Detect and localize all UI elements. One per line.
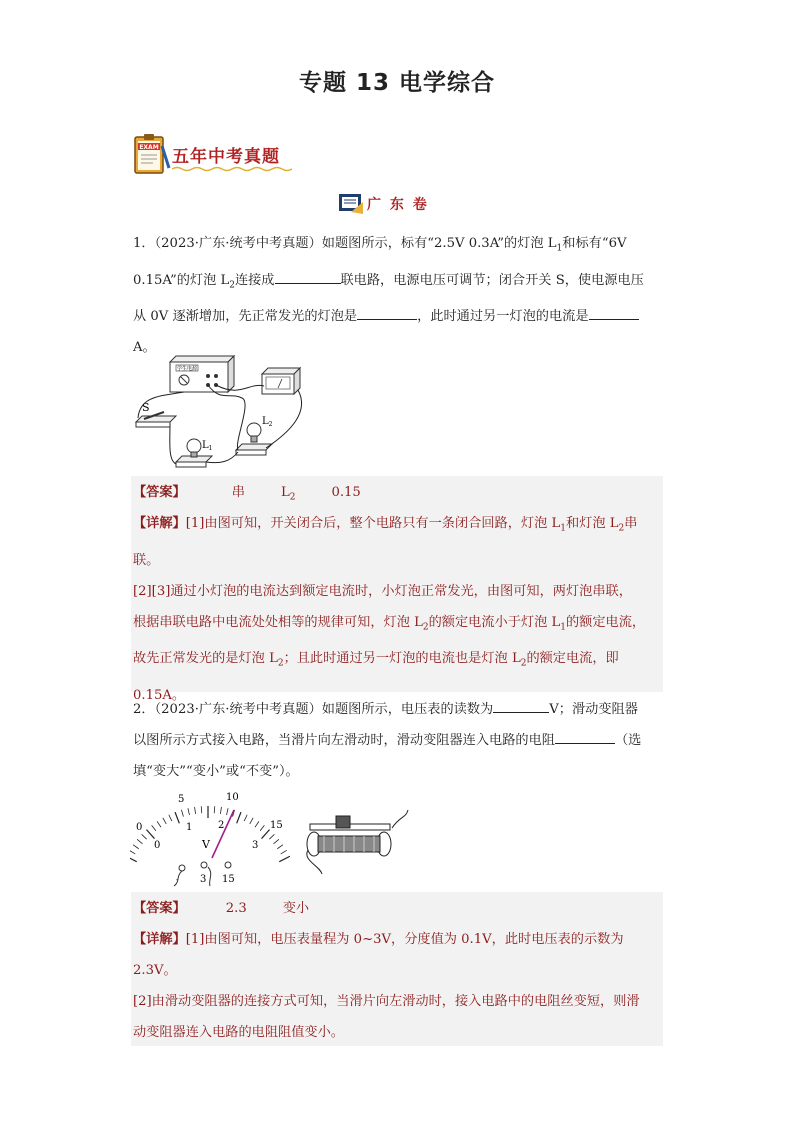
rheostat-icon — [307, 810, 408, 874]
svg-text:S: S — [142, 401, 150, 414]
q2-blank-1[interactable] — [493, 698, 549, 713]
svg-text:L2: $L_2$ — [262, 416, 273, 428]
scale-tick — [255, 821, 259, 827]
scale-inner-3: 3 — [252, 840, 259, 851]
scale-inner-1: 1 — [186, 822, 193, 833]
q2-blank-2[interactable] — [555, 729, 615, 744]
rheostat-figure — [300, 806, 412, 878]
q1-line2: 0.15A”的灯泡 $L_2$连接成 联电路，电源电压可调节；闭合开关 S，使电源电压 — [133, 265, 663, 302]
voltmeter-needle — [212, 810, 234, 858]
scale-tick — [175, 812, 179, 823]
svg-text:-: - — [176, 875, 179, 884]
scale-tick — [163, 818, 166, 824]
scale-tick — [201, 806, 202, 813]
exam-banner — [132, 132, 312, 176]
scale-tick — [214, 806, 215, 813]
answer-2-value-1: 2.3 — [225, 901, 247, 916]
scale-tick — [279, 856, 290, 861]
q1-line4: A。 — [133, 340, 156, 356]
scale-outer-0: 0 — [136, 822, 143, 833]
circuit-figure — [130, 352, 310, 476]
q1-line1: 1．（2023·广东·统考中考真题）如题图所示，标有“2.5V 0.3A”的灯泡 $L_1$和标有“6V — [133, 236, 627, 254]
terminal-minus — [179, 865, 185, 871]
svg-text:L1: $L_1$ — [202, 440, 213, 452]
voltmeter-figure — [130, 788, 290, 888]
question-2: 2．（2023·广东·统考中考真题）如题图所示，电压表的读数为 V；滑动变阻器 以图所示方式接入电路，当滑片向左滑动时，滑动变阻器连入电路的电阻 （选 填“变大”“变小”或“不变”）。 — [133, 694, 663, 787]
detail-1: 【详解】[1]由图可知，开关闭合后，整个电路只有一条闭合回路，灯泡 $L_1$和灯泡 $L_2$串 联。 [2][3]通过小灯泡的电流达到额定电流时，小灯泡正常发光，由图可知，两灯泡串联， 根据串联电路中电流处处相等的规律可知，灯泡 $L_2$的额定电流小于灯泡 $L_1$的额定电流， 故先正常发光的是灯泡 $L_2$；且此时通过另一灯泡的电流也是灯泡 $L_2$的额定电流，即 0.15A。 — [133, 516, 646, 703]
ruler-book-icon — [337, 190, 365, 216]
scale-tick — [133, 845, 139, 849]
scale-tick — [281, 850, 287, 854]
q1-blank-3[interactable] — [589, 305, 639, 320]
terminal-15 — [225, 862, 231, 868]
scale-tick — [260, 825, 264, 831]
unit-label: V — [202, 838, 210, 851]
scale-tick — [152, 825, 156, 831]
scale-outer-10: 10 — [226, 792, 239, 803]
scale-tick — [250, 818, 253, 824]
answer-2-line: 【答案】 2.3 变小 — [133, 901, 310, 916]
scale-tick — [137, 839, 142, 843]
scale-tick — [237, 812, 241, 823]
scale-inner-2: 2 — [218, 820, 225, 831]
scale-tick — [157, 821, 161, 827]
answer-1-line: 【答案】 串 $L_2$ 0.15 — [133, 485, 361, 503]
scale-tick — [169, 815, 172, 821]
voltmeter-scale — [130, 806, 290, 862]
scale-outer-15: 15 — [270, 820, 283, 831]
svg-text:EXAM: EXAM — [139, 144, 159, 151]
page-title: 专题 13 电学综合 — [298, 70, 496, 96]
scale-tick — [220, 807, 221, 814]
scale-outer-5: 5 — [178, 794, 185, 805]
scale-tick — [188, 808, 190, 815]
scale-tick — [277, 845, 283, 849]
scale-tick — [273, 839, 278, 843]
svg-text:学生电源: 学生电源 — [176, 366, 198, 372]
scale-tick — [244, 815, 247, 821]
q1-blank-1[interactable] — [275, 269, 341, 284]
q1-blank-2[interactable] — [357, 305, 417, 320]
terminal-3 — [201, 862, 207, 868]
scale-tick — [130, 856, 137, 861]
scale-tick — [130, 850, 135, 854]
q1-line3: 从 0V 逐渐增加，先正常发光的灯泡是 ，此时通过另一灯泡的电流是 — [133, 301, 663, 332]
bulb-l1-icon — [176, 439, 212, 467]
banner-underline — [172, 166, 292, 172]
svg-text:15: 15 — [222, 874, 235, 885]
scale-inner-0: 0 — [154, 840, 161, 851]
answer-2-value-2: 变小 — [282, 901, 310, 916]
bulb-l2-icon — [236, 416, 273, 455]
scale-tick — [146, 830, 154, 839]
section-label: 广 东 卷 — [367, 197, 429, 213]
answer-1-value-3: 0.15 — [331, 485, 361, 500]
scale-tick — [142, 834, 147, 839]
scale-tick — [227, 808, 229, 815]
power-supply-icon — [170, 356, 234, 392]
switch-icon — [136, 401, 176, 427]
question-1 — [133, 228, 663, 363]
detail-2: 【详解】[1]由图可知，电压表量程为 0~3V，分度值为 0.1V，此时电压表的示数为 2.3V。 [2]由滑动变阻器的连接方式可知，当滑片向左滑动时，接入电路中的电阻丝变短，则滑 动变阻器连入电路的电阻阻值变小。 — [133, 932, 640, 1040]
scale-tick — [262, 830, 270, 839]
ammeter-icon — [262, 368, 300, 394]
answer-1-value-1: 串 — [231, 485, 245, 500]
exam-clipboard-icon — [132, 132, 172, 176]
scale-tick — [181, 810, 183, 817]
scale-tick — [195, 807, 196, 814]
scale-tick — [269, 834, 274, 839]
section-header — [337, 190, 433, 218]
banner-label: 五年中考真题 — [172, 147, 280, 167]
answer-1-value-2: $L_2$ — [280, 485, 296, 503]
svg-text:3: 3 — [200, 874, 207, 885]
